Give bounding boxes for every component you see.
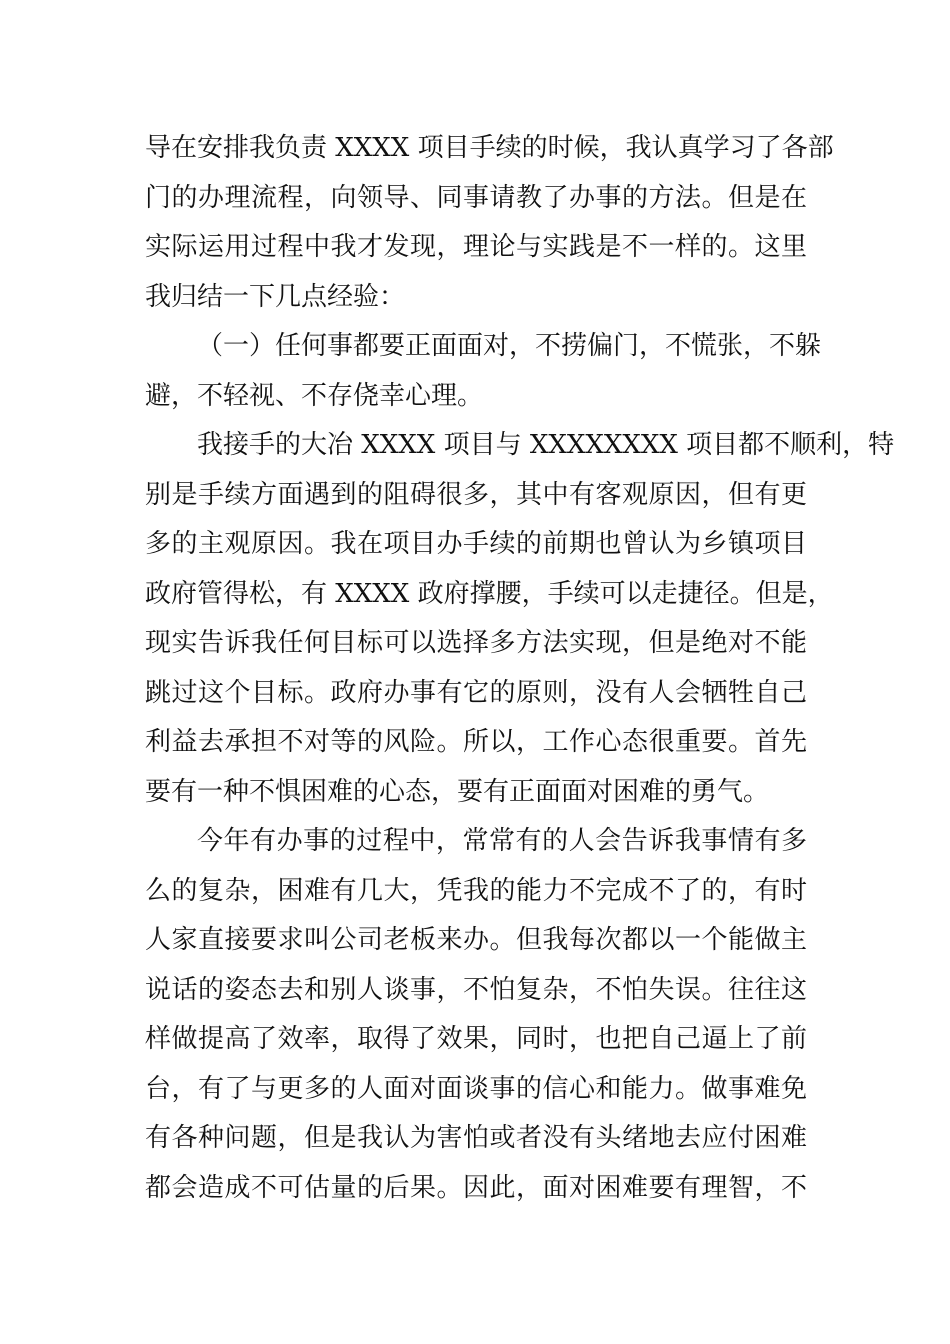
text-line: 多的主观原因。我在项目办手续的前期也曾认为乡镇项目: [145, 529, 807, 559]
text-line: 今年有办事的过程中，常常有的人会告诉我事情有多: [197, 826, 807, 856]
text-line: 都会造成不可估量的后果。因此，面对困难要有理智，不: [145, 1172, 807, 1203]
text-line: 利益去承担不对等的风险。所以，工作心态很重要。首先: [145, 727, 807, 757]
text-line: 要有一种不惧困难的心态，要有正面面对困难的勇气。: [145, 776, 770, 807]
text-line: 政府管得松，有 XXXX 政府撑腰，手续可以走捷径。但是，: [145, 578, 834, 609]
text-line: 导在安排我负责 XXXX 项目手续的时候，我认真学习了各部: [145, 133, 834, 163]
text-line: 我归结一下几点经验：: [145, 281, 406, 312]
text-line: 有各种问题，但是我认为害怕或者没有头绪地去应付困难: [145, 1123, 807, 1153]
text-line: 我接手的大冶 XXXX 项目与 XXXXXXXX 项目都不顺利，特: [197, 430, 895, 460]
text-line: 台，有了与更多的人面对面谈事的信心和能力。做事难免: [145, 1073, 807, 1104]
section-heading: （一）任何事都要正面面对，不捞偏门，不慌张，不躲: [197, 331, 822, 361]
text-line: 现实告诉我任何目标可以选择多方法实现，但是绝对不能: [145, 628, 807, 658]
text-line: 门的办理流程，向领导、同事请教了办事的方法。但是在: [145, 182, 807, 213]
text-line: 说话的姿态去和别人谈事，不怕复杂，不怕失误。往往这: [145, 974, 807, 1005]
text-line: 么的复杂，困难有几大，凭我的能力不完成不了的，有时: [145, 875, 807, 906]
text-line: 人家直接要求叫公司老板来办。但我每次都以一个能做主: [145, 925, 807, 955]
text-line: 实际运用过程中我才发现，理论与实践是不一样的。这里: [145, 232, 807, 262]
document-body: [145, 124, 895, 1213]
text-line: 跳过这个目标。政府办事有它的原则，没有人会牺牲自己: [145, 677, 807, 708]
text-line: 样做提高了效率，取得了效果，同时，也把自己逼上了前: [145, 1024, 807, 1054]
text-line: 别是手续方面遇到的阻碍很多，其中有客观原因，但有更: [145, 479, 807, 510]
section-heading: 避，不轻视、不存侥幸心理。: [145, 380, 484, 411]
